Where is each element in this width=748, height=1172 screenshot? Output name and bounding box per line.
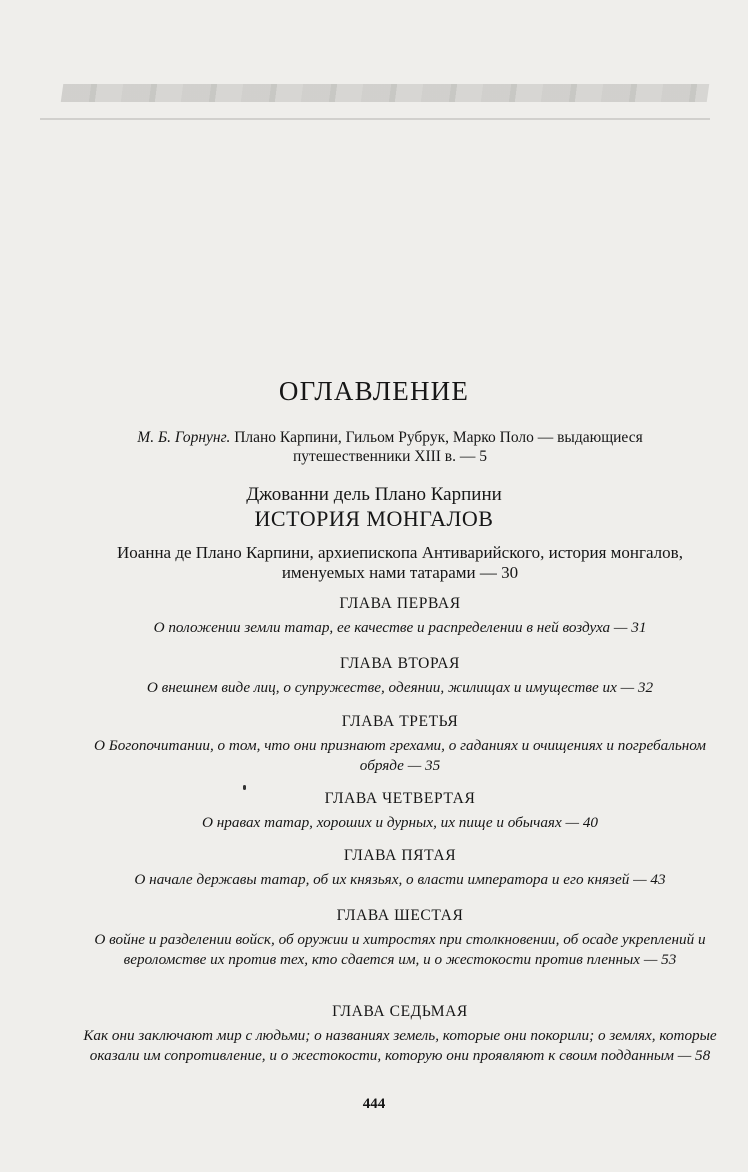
page-title: ОГЛАВЛЕНИЕ <box>278 376 470 406</box>
chapter-entry <box>80 594 720 638</box>
chapter-description: О начале державы татар, об их князьях, о власти императора и его князей — 43 <box>134 871 666 888</box>
chapter-entry <box>80 1002 720 1066</box>
chapter-heading: ГЛАВА СЕДЬМАЯ <box>332 1003 468 1020</box>
chapter-description: О внешнем виде лиц, о супружестве, одеянии, жилищах и имуществе их — 32 <box>146 679 654 696</box>
chapter-entry <box>80 906 720 970</box>
chapter-description: О положении земли татар, ее качестве и распределении в ней воздуха — 31 <box>153 619 647 636</box>
chapter-entry <box>80 712 720 776</box>
book-author: Джованни дель Плано Карпини <box>246 484 502 505</box>
chapter-heading: ГЛАВА ТРЕТЬЯ <box>341 713 459 730</box>
chapter-heading: ГЛАВА ПЯТАЯ <box>343 847 457 864</box>
chapter-entry <box>80 846 720 890</box>
chapter-description: О нравах татар, хороших и дурных, их пище и обычаях — 40 <box>201 814 599 831</box>
chapter-description: О войне и разделении войск, об оружии и хитростях при столкновении, об осаде укреплений и вероломстве их против тех, кто сдается им, и о жестокости против пленных — 53 <box>94 931 706 968</box>
page-number: 444 <box>362 1096 386 1112</box>
chapter-heading: ГЛАВА ВТОРАЯ <box>340 655 460 672</box>
intro-text: Плано Карпини, Гильом Рубрук, Марко Поло — выдающиеся путешественники XIII в. — 5 <box>234 429 643 465</box>
chapter-entry <box>80 654 720 698</box>
chapter-heading: ГЛАВА ШЕСТАЯ <box>336 907 464 924</box>
book-title: ИСТОРИЯ МОНГАЛОВ <box>254 506 494 531</box>
chapter-description: О Богопочитании, о том, что они признают грехами, о гаданиях и очищениях и погребальном обряде — 35 <box>94 737 706 774</box>
chapter-description: Как они заключают мир с людьми; о названиях земель, которые они покорили; о землях, которые оказали им сопротивление, и о жестокости, которую они проявляют к своим подданным — 58 <box>83 1027 717 1064</box>
chapter-entry <box>80 789 720 833</box>
book-subtitle: Иоанна де Плано Карпини, архиепископа Антиварийского, история монгалов, именуемых нами татарами — 30 <box>117 543 683 582</box>
intro-entry <box>90 428 690 466</box>
chapter-heading: ГЛАВА ЧЕТВЕРТАЯ <box>324 790 476 807</box>
intro-author: М. Б. Горнунг. <box>137 429 231 446</box>
chapter-heading: ГЛАВА ПЕРВАЯ <box>339 595 461 612</box>
ink-speck <box>243 785 246 790</box>
